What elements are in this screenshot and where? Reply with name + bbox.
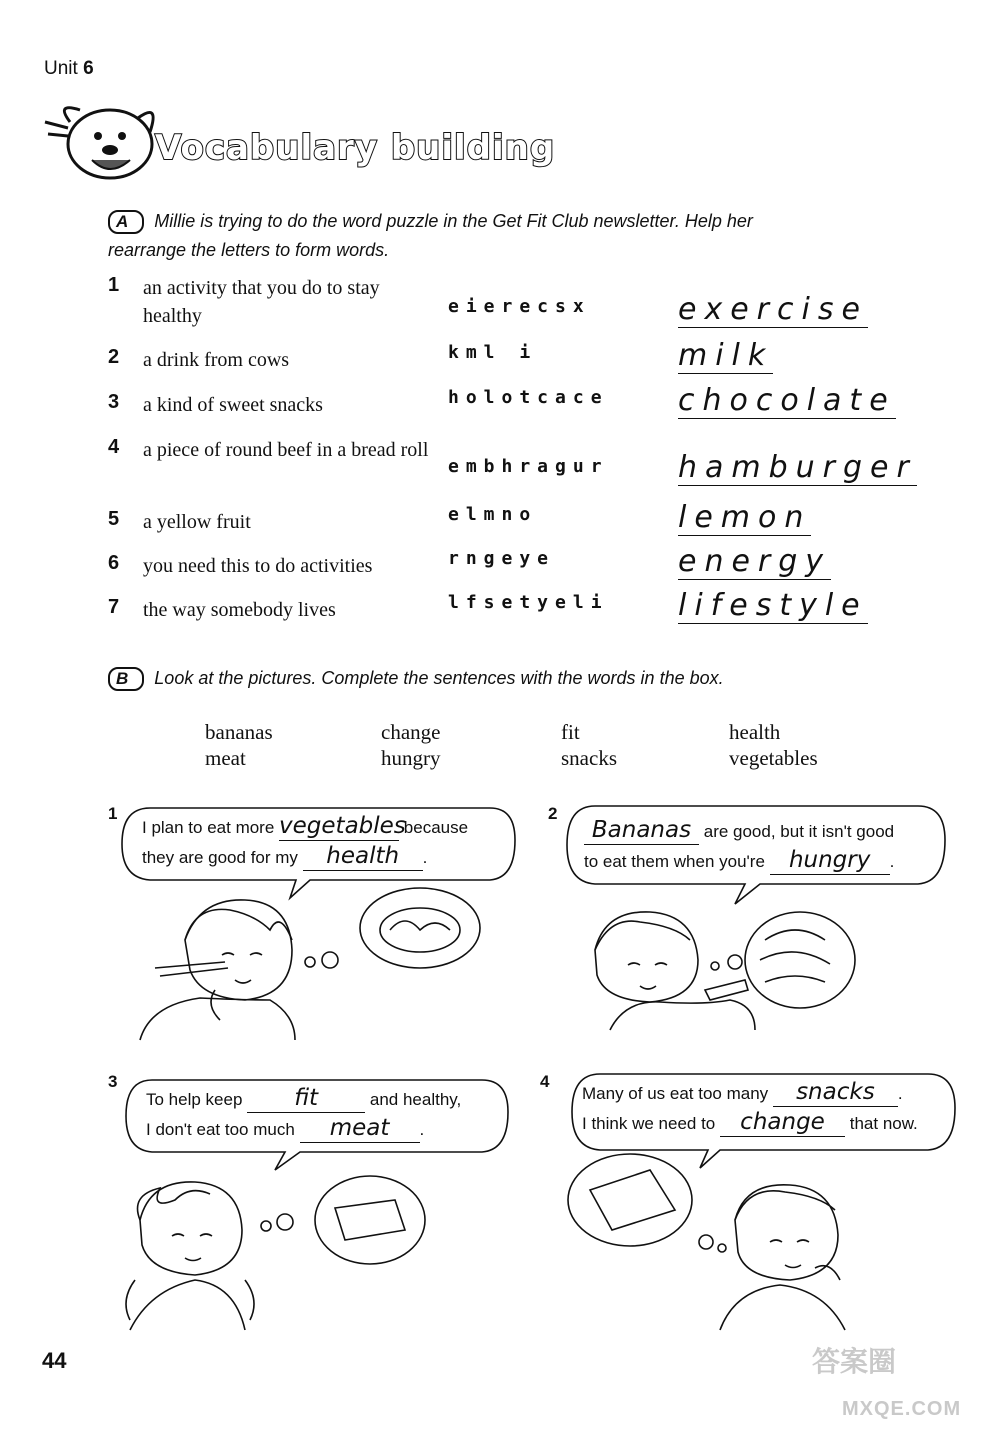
unit-label: Unit 6 xyxy=(44,58,94,79)
bubble-3-text: To help keep fit and healthy, I don't eat too much meat . xyxy=(146,1085,462,1141)
answer-field[interactable]: chocolate xyxy=(678,383,896,418)
answer-field[interactable]: meat xyxy=(300,1114,420,1143)
part-b-instruction: B Look at the pictures. Complete the sentences with the words in the box. xyxy=(108,664,968,693)
answer-field[interactable]: milk xyxy=(678,338,774,373)
thought-bubble-snacks-icon xyxy=(568,1154,726,1252)
word-box-item: health xyxy=(729,720,781,744)
answer-field[interactable]: energy xyxy=(678,544,832,579)
bubble-1-text: I plan to eat more vegetables because they are good for my health . xyxy=(142,813,469,869)
watermark-logo: 答案圈 xyxy=(812,1346,897,1377)
word-box-item: change xyxy=(381,720,441,744)
page-number: 44 xyxy=(42,1348,67,1373)
puzzle-letters: embhragur xyxy=(448,456,609,477)
watermark-url: MXQE.COM xyxy=(842,1398,962,1420)
answer-field[interactable]: hamburger xyxy=(678,450,917,485)
answer-field[interactable]: fit xyxy=(247,1084,365,1113)
thought-bubble-meat-icon xyxy=(261,1176,425,1264)
mascot-dog-icon xyxy=(40,92,165,184)
answer-field[interactable]: change xyxy=(720,1108,845,1137)
girl-thinking-icon xyxy=(126,1182,254,1330)
puzzle-letters: rngeye xyxy=(448,548,556,569)
word-box-item: snacks xyxy=(561,746,617,770)
word-box-item: hungry xyxy=(381,746,441,770)
answer-field[interactable]: health xyxy=(303,842,423,871)
puzzle-letters: eierecsx xyxy=(448,296,591,317)
thought-bubble-vegetables-icon xyxy=(305,888,480,968)
word-box-item: fit xyxy=(561,720,580,744)
puzzle-letters: lfsetyeli xyxy=(448,592,609,613)
answer-field[interactable]: lemon xyxy=(678,500,812,535)
word-box-item: vegetables xyxy=(729,746,818,770)
puzzle-letters: elmno xyxy=(448,504,538,525)
word-box-item: meat xyxy=(205,746,246,770)
part-a-badge: A xyxy=(108,210,144,234)
answer-field[interactable]: hungry xyxy=(770,846,890,875)
word-box-item: bananas xyxy=(205,720,273,744)
section-title: Vocabulary building xyxy=(155,128,556,168)
puzzle-letters: holotcace xyxy=(448,387,609,408)
answer-field[interactable]: snacks xyxy=(773,1078,898,1107)
puzzle-letters: kml i xyxy=(448,342,538,363)
answer-field[interactable]: vegetables xyxy=(279,813,406,839)
part-b-badge: B xyxy=(108,667,144,691)
answer-field[interactable]: exercise xyxy=(678,292,868,327)
part-a-instruction: A Millie is trying to do the word puzzle in the Get Fit Club newsletter. Help her rearrange the letters to form words. xyxy=(108,211,753,260)
boy-eating-icon xyxy=(140,900,295,1040)
bubble-2-text: Bananas are good, but it isn't good to eat them when you're hungry . xyxy=(584,817,895,873)
bubble-4-text: Many of us eat too many snacks . I think we need to change that now. xyxy=(582,1079,918,1135)
boy-with-snacks-icon xyxy=(720,1185,845,1330)
boy-with-banana-icon xyxy=(595,912,755,1030)
answer-field[interactable]: lifestyle xyxy=(678,588,868,623)
answer-field[interactable]: Bananas xyxy=(584,816,699,845)
